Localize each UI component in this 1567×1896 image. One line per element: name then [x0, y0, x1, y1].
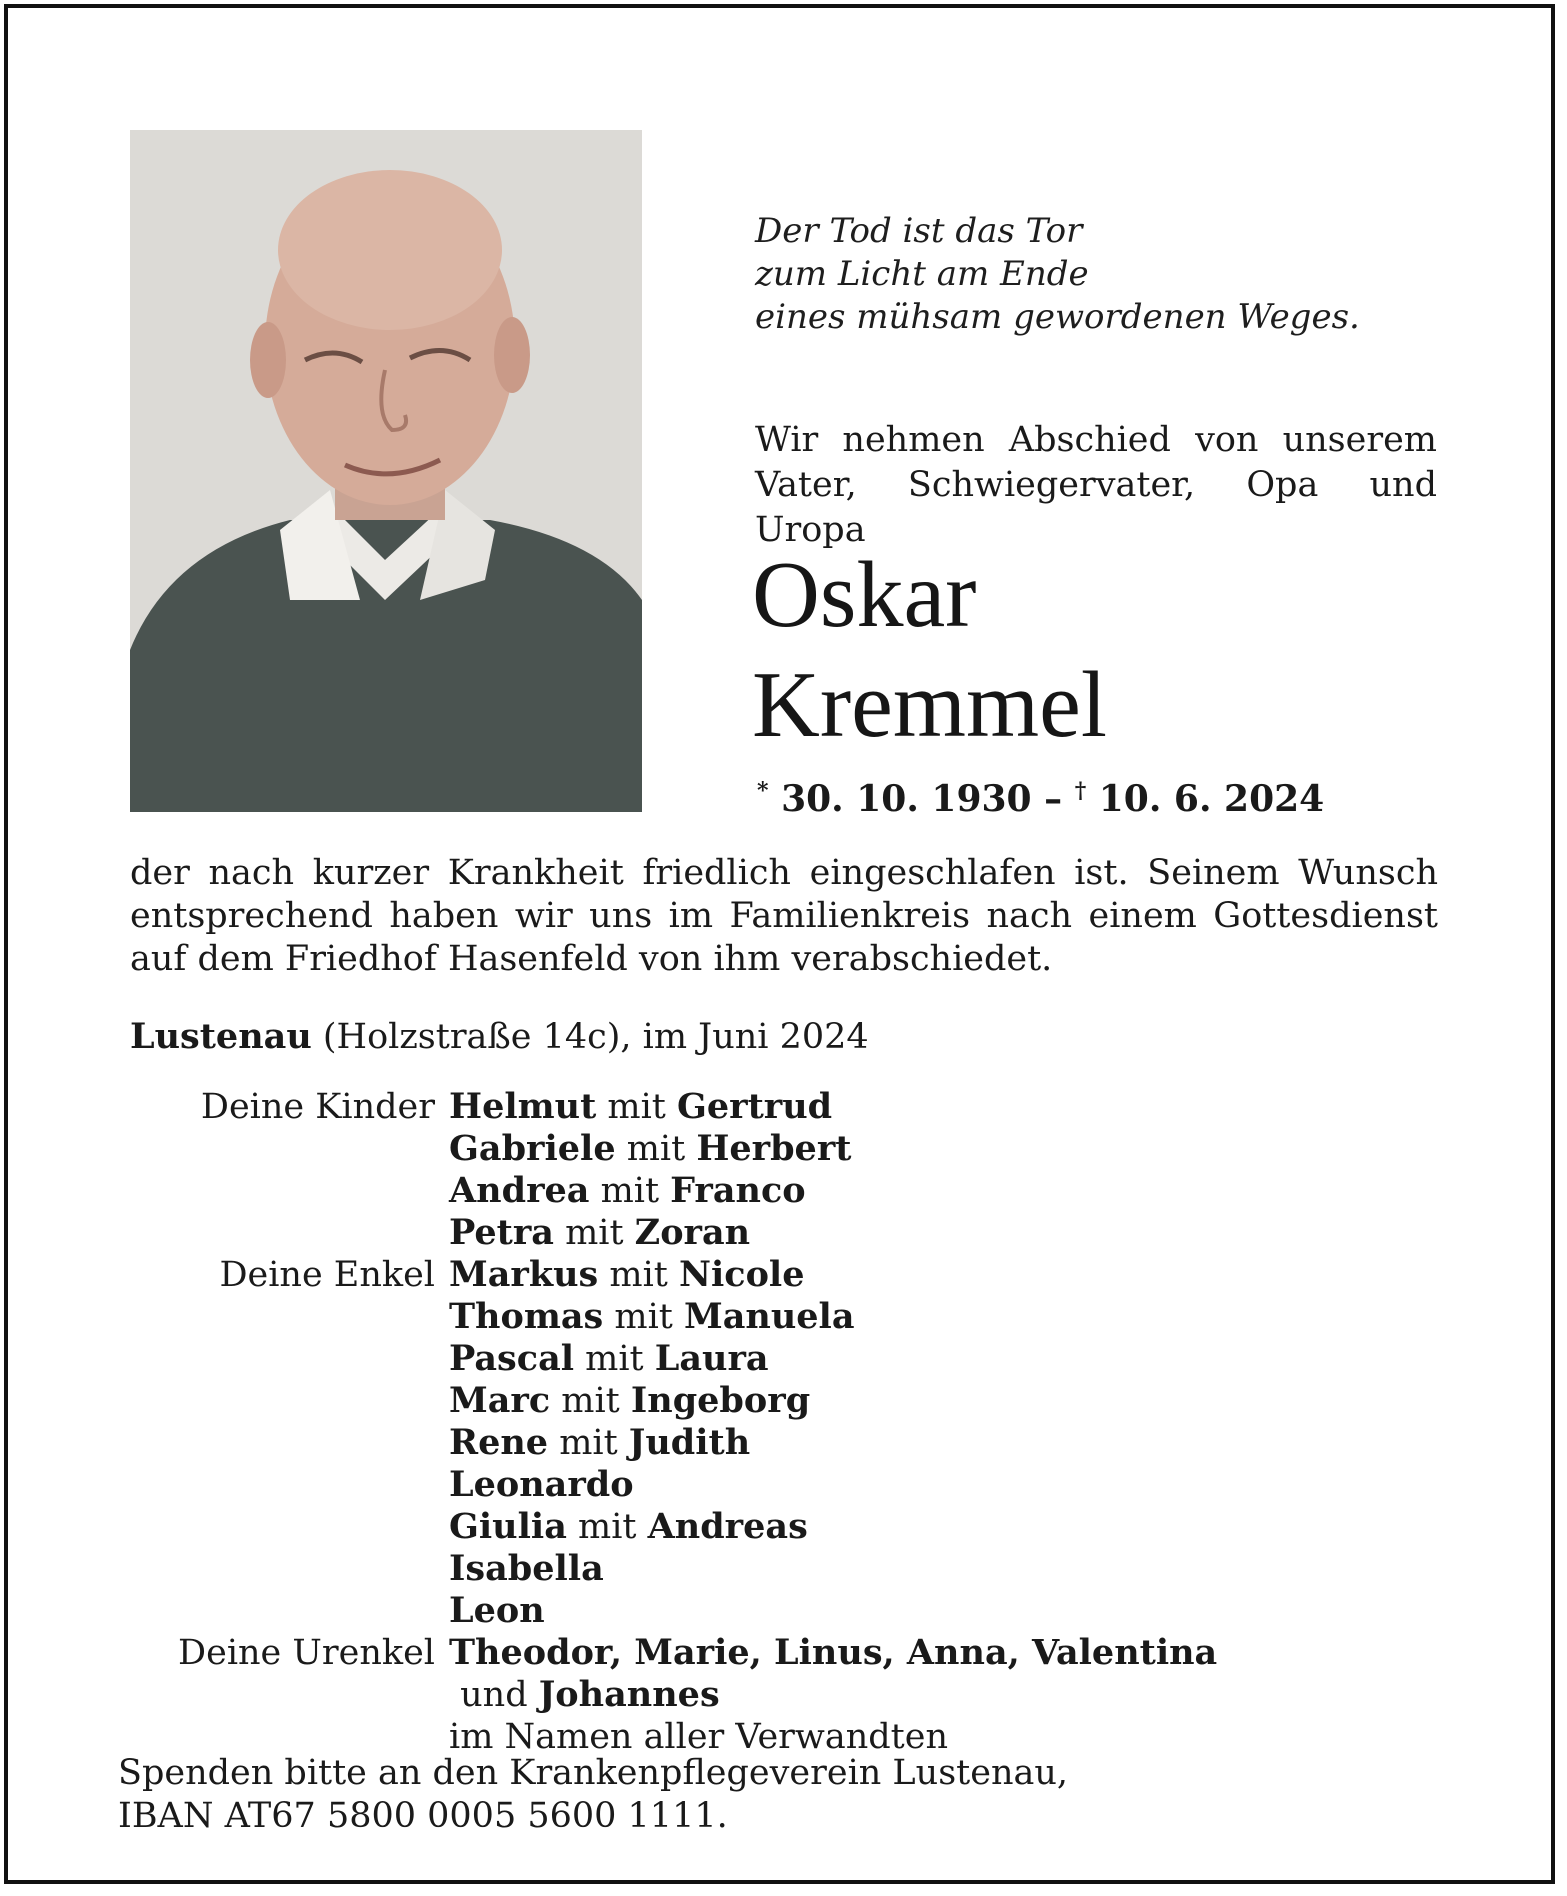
family-row	[130, 1422, 1450, 1464]
family-names	[449, 1170, 1450, 1212]
separator: ,	[749, 1632, 775, 1673]
person-name: Marc	[449, 1380, 551, 1421]
place-rest: (Holzstraße 14c), im Juni 2024	[311, 1017, 869, 1057]
family-names	[449, 1590, 1450, 1632]
family-names	[449, 1422, 1450, 1464]
connector: mit	[550, 1381, 631, 1421]
motto-line: eines mühsam gewordenen Weges.	[755, 297, 1360, 337]
family-names	[449, 1296, 1450, 1338]
motto-quote	[755, 210, 1360, 339]
family-row	[130, 1128, 1450, 1170]
intro-line: Vater, Schwiegervater, Opa und Uropa	[755, 465, 1437, 550]
family-row	[130, 1380, 1450, 1422]
date-dash: –	[1044, 778, 1063, 820]
person-name: Gertrud	[676, 1086, 833, 1127]
connector: mit	[598, 1255, 679, 1295]
person-name: Valentina	[1032, 1632, 1218, 1673]
person-name: Linus	[774, 1632, 883, 1673]
family-row	[130, 1086, 1450, 1128]
motto-line: Der Tod ist das Tor	[755, 211, 1083, 251]
connector: mit	[566, 1507, 648, 1547]
family-row	[130, 1338, 1450, 1380]
family-names	[449, 1506, 1450, 1548]
person-name: Gabriele	[449, 1128, 616, 1169]
family-row	[130, 1212, 1450, 1254]
connector: und	[449, 1675, 539, 1715]
connector: mit	[574, 1339, 655, 1379]
person-name: Giulia	[449, 1506, 567, 1547]
person-name: Nicole	[678, 1254, 805, 1295]
family-names	[449, 1380, 1450, 1422]
separator: ,	[882, 1632, 907, 1673]
deceased-name	[752, 540, 1107, 760]
donation-note	[118, 1752, 1068, 1838]
first-name: Oskar	[752, 543, 977, 647]
closing-line: im Namen aller Verwandten	[449, 1717, 948, 1757]
connector: mit	[596, 1087, 677, 1127]
donation-iban: IBAN AT67 5800 0005 5600 1111.	[118, 1796, 728, 1836]
family-row	[130, 1548, 1450, 1590]
separator: ,	[1007, 1632, 1033, 1673]
person-name: Andreas	[647, 1506, 808, 1547]
person-name: Marie	[634, 1632, 750, 1673]
family-names	[449, 1464, 1450, 1506]
person-name: Andrea	[449, 1170, 590, 1211]
family-list	[130, 1086, 1450, 1758]
person-name: Thomas	[449, 1296, 604, 1337]
birth-symbol: *	[757, 778, 769, 804]
connector: mit	[615, 1129, 697, 1169]
person-name: Judith	[628, 1422, 751, 1463]
person-name: Pascal	[449, 1338, 575, 1379]
person-name: Leonardo	[449, 1464, 634, 1505]
last-name: Kremmel	[752, 653, 1107, 757]
death-symbol: †	[1074, 778, 1087, 804]
donation-line: Spenden bitte an den Krankenpflegeverein Lustenau,	[118, 1753, 1069, 1793]
death-date: 10. 6. 2024	[1098, 778, 1325, 820]
person-name: Theodor	[449, 1632, 610, 1673]
body-paragraph: der nach kurzer Krankheit friedlich eingeschlafen ist. Seinem Wunsch entsprechend haben wir uns im Familienkreis nach einem Gottesdienst auf dem Friedhof Hasenfeld von ihm verabschiedet.	[130, 853, 1438, 979]
person-name: Herbert	[696, 1128, 852, 1169]
portrait-illustration	[130, 130, 642, 812]
connector: mit	[589, 1171, 671, 1211]
portrait-photo	[130, 130, 642, 812]
family-names	[449, 1338, 1450, 1380]
person-name: Rene	[449, 1422, 549, 1463]
person-name: Franco	[670, 1170, 806, 1211]
kinder-label: Deine Kinder	[200, 1087, 435, 1127]
person-name: Leon	[449, 1590, 545, 1631]
place-city: Lustenau	[130, 1016, 312, 1057]
family-names	[449, 1128, 1450, 1170]
intro-text	[755, 418, 1437, 553]
enkel-label: Deine Enkel	[219, 1255, 435, 1295]
person-name: Ingeborg	[630, 1380, 811, 1421]
family-row	[130, 1506, 1450, 1548]
family-row	[130, 1296, 1450, 1338]
place-date-line	[130, 1016, 869, 1057]
person-name: Isabella	[449, 1548, 604, 1589]
intro-line: Wir nehmen Abschied von unserem	[755, 420, 1437, 460]
family-row	[130, 1254, 1450, 1296]
connector: mit	[603, 1297, 684, 1337]
family-row	[130, 1464, 1450, 1506]
connector: mit	[548, 1423, 629, 1463]
person-name: Helmut	[449, 1086, 597, 1127]
family-names	[449, 1086, 1450, 1128]
family-names	[449, 1632, 1450, 1716]
separator: ,	[609, 1632, 635, 1673]
family-names	[449, 1254, 1450, 1296]
family-row	[130, 1590, 1450, 1632]
person-name: Laura	[654, 1338, 769, 1379]
person-name: Anna	[906, 1632, 1008, 1673]
person-name: Markus	[449, 1254, 599, 1295]
motto-line: zum Licht am Ende	[755, 254, 1089, 294]
family-row	[130, 1632, 1450, 1716]
life-dates	[757, 778, 1324, 820]
person-name: Johannes	[538, 1674, 720, 1715]
urenkel-label: Deine Urenkel	[178, 1633, 435, 1673]
family-row	[130, 1170, 1450, 1212]
family-names	[449, 1548, 1450, 1590]
birth-date: 30. 10. 1930	[781, 778, 1032, 820]
family-names	[449, 1212, 1450, 1254]
connector: mit	[553, 1213, 635, 1253]
person-name: Manuela	[683, 1296, 855, 1337]
person-name: Petra	[449, 1212, 554, 1253]
person-name: Zoran	[634, 1212, 751, 1253]
